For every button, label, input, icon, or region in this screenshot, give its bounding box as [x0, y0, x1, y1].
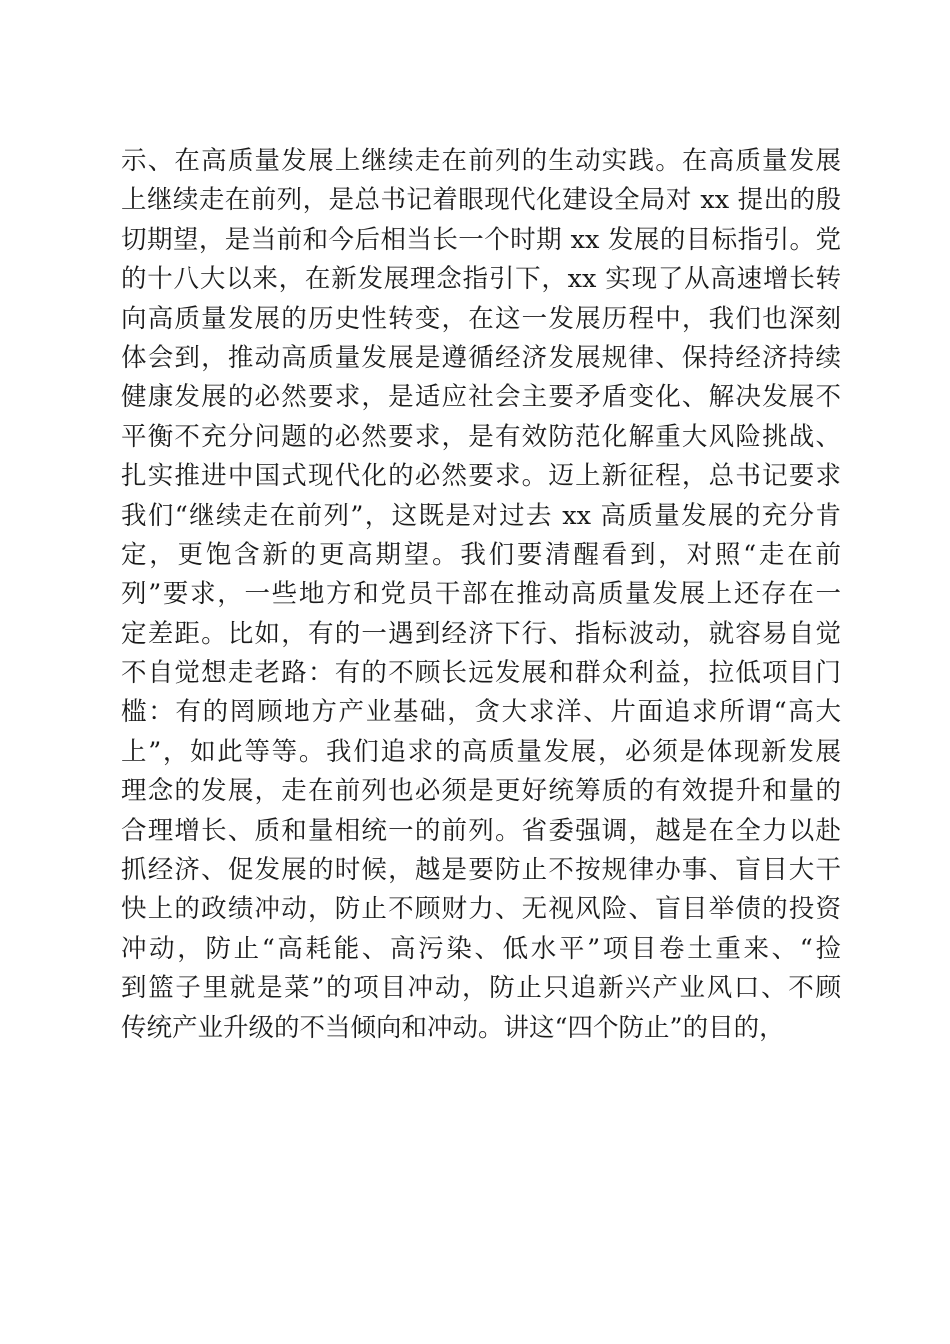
text-line: 传统产业升级的不当倾向和冲动。讲这“四个防止”的目的，	[121, 1012, 785, 1043]
text-line: 快上的政绩冲动，防止不顾财力、无视风险、盲目举债的投资	[121, 894, 841, 925]
text-line: 体会到，推动高质量发展是遵循经济发展规律、保持经济持续	[121, 342, 841, 373]
text-line: 我们“继续走在前列”，这既是对过去 xx 高质量发展的充分肯	[121, 500, 841, 531]
text-line: 上继续走在前列，是总书记着眼现代化建设全局对 xx 提出的殷	[121, 185, 841, 216]
text-line: 抓经济、促发展的时候，越是要防止不按规律办事、盲目大干	[121, 855, 841, 886]
text-line: 冲动，防止“高耗能、高污染、低水平”项目卷土重来、“捡	[121, 933, 841, 964]
text-line: 定，更饱含新的更高期望。我们要清醒看到，对照“走在前	[121, 539, 841, 570]
text-line: 到篮子里就是菜”的项目冲动，防止只追新兴产业风口、不顾	[121, 973, 841, 1004]
text-line: 扎实推进中国式现代化的必然要求。迈上新征程，总书记要求	[121, 461, 841, 492]
text-line: 上”，如此等等。我们追求的高质量发展，必须是体现新发展	[121, 736, 841, 767]
text-line: 切期望，是当前和今后相当长一个时期 xx 发展的目标指引。党	[121, 224, 841, 255]
text-line: 槛：有的罔顾地方产业基础，贪大求洋、片面追求所谓“高大	[121, 697, 841, 728]
text-line: 列”要求，一些地方和党员干部在推动高质量发展上还存在一	[121, 579, 841, 610]
text-line: 示、在高质量发展上继续走在前列的生动实践。在高质量发展	[121, 146, 841, 176]
text-line: 健康发展的必然要求，是适应社会主要矛盾变化、解决发展不	[121, 382, 841, 413]
body-paragraph	[121, 142, 841, 1048]
text-line: 向高质量发展的历史性转变，在这一发展历程中，我们也深刻	[121, 303, 841, 334]
text-line: 定差距。比如，有的一遇到经济下行、指标波动，就容易自觉	[121, 618, 841, 649]
text-line: 平衡不充分问题的必然要求，是有效防范化解重大风险挑战、	[121, 421, 841, 452]
text-line: 理念的发展，走在前列也必须是更好统筹质的有效提升和量的	[121, 776, 841, 807]
text-line: 的十八大以来，在新发展理念指引下，xx 实现了从高速增长转	[121, 264, 841, 295]
text-line: 不自觉想走老路：有的不顾长远发展和群众利益，拉低项目门	[121, 658, 841, 689]
text-line: 合理增长、质和量相统一的前列。省委强调，越是在全力以赴	[121, 815, 841, 846]
